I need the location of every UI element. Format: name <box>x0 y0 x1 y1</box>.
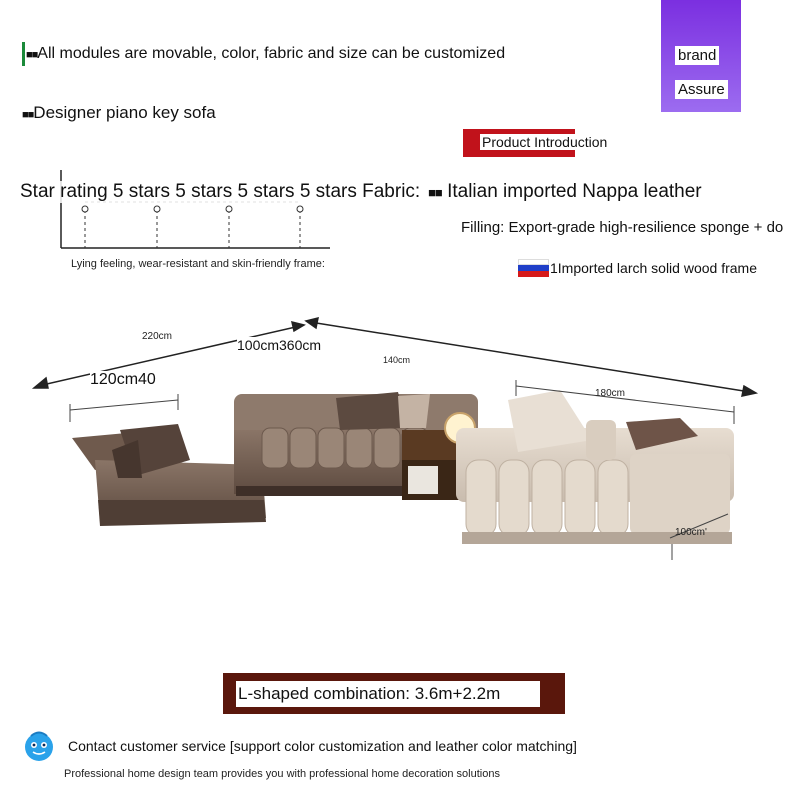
bullet-squares-icon: ■■ <box>26 49 38 61</box>
fabric-value: Italian imported Nappa leather <box>447 181 702 202</box>
assure-label: Assure <box>675 80 728 99</box>
dim-180-label: 180cm <box>595 388 626 399</box>
sofa-product-image <box>0 300 800 600</box>
dim-140-label: 140cm <box>383 355 411 365</box>
russia-flag-icon <box>518 259 549 277</box>
modules-text: All modules are movable, color, fabric and size can be customized <box>37 45 506 62</box>
dim-100-360-label: 100cm360cm <box>237 337 322 353</box>
bullet-squares-icon: ■■ <box>425 185 442 200</box>
dim-100-label: 100cm' <box>675 527 707 538</box>
modules-line <box>26 45 505 63</box>
filling-text: Filling: Export-grade high-resilience sponge + do <box>461 219 784 236</box>
designer-text: Designer piano key sofa <box>33 103 216 122</box>
rating-fabric-line <box>20 181 702 203</box>
service-mascot-icon <box>22 728 56 762</box>
brand-assure-box <box>661 0 741 112</box>
designer-line <box>22 103 216 123</box>
frame-text: 1Imported larch solid wood frame <box>550 260 757 276</box>
contact-service-text[interactable]: Contact customer service [support color customization and leather color matching] <box>68 738 577 754</box>
dim-220-label: 220cm <box>142 331 173 342</box>
brand-label: brand <box>675 46 719 65</box>
design-team-text: Professional home design team provides you with professional home decoration solutions <box>64 768 500 780</box>
lying-feeling-text: Lying feeling, wear-resistant and skin-friendly frame: <box>71 258 325 270</box>
rating-fabric-text: Star rating 5 stars 5 stars 5 stars 5 stars Fabric: <box>20 181 421 202</box>
bullet-squares-icon: ■■ <box>22 109 34 121</box>
dim-120-40-label: 120cm40 <box>90 371 156 388</box>
flag-accent-icon <box>22 42 25 66</box>
product-intro-label: Product Introduction <box>482 134 608 150</box>
combination-label: L-shaped combination: 3.6m+2.2m <box>236 681 540 707</box>
